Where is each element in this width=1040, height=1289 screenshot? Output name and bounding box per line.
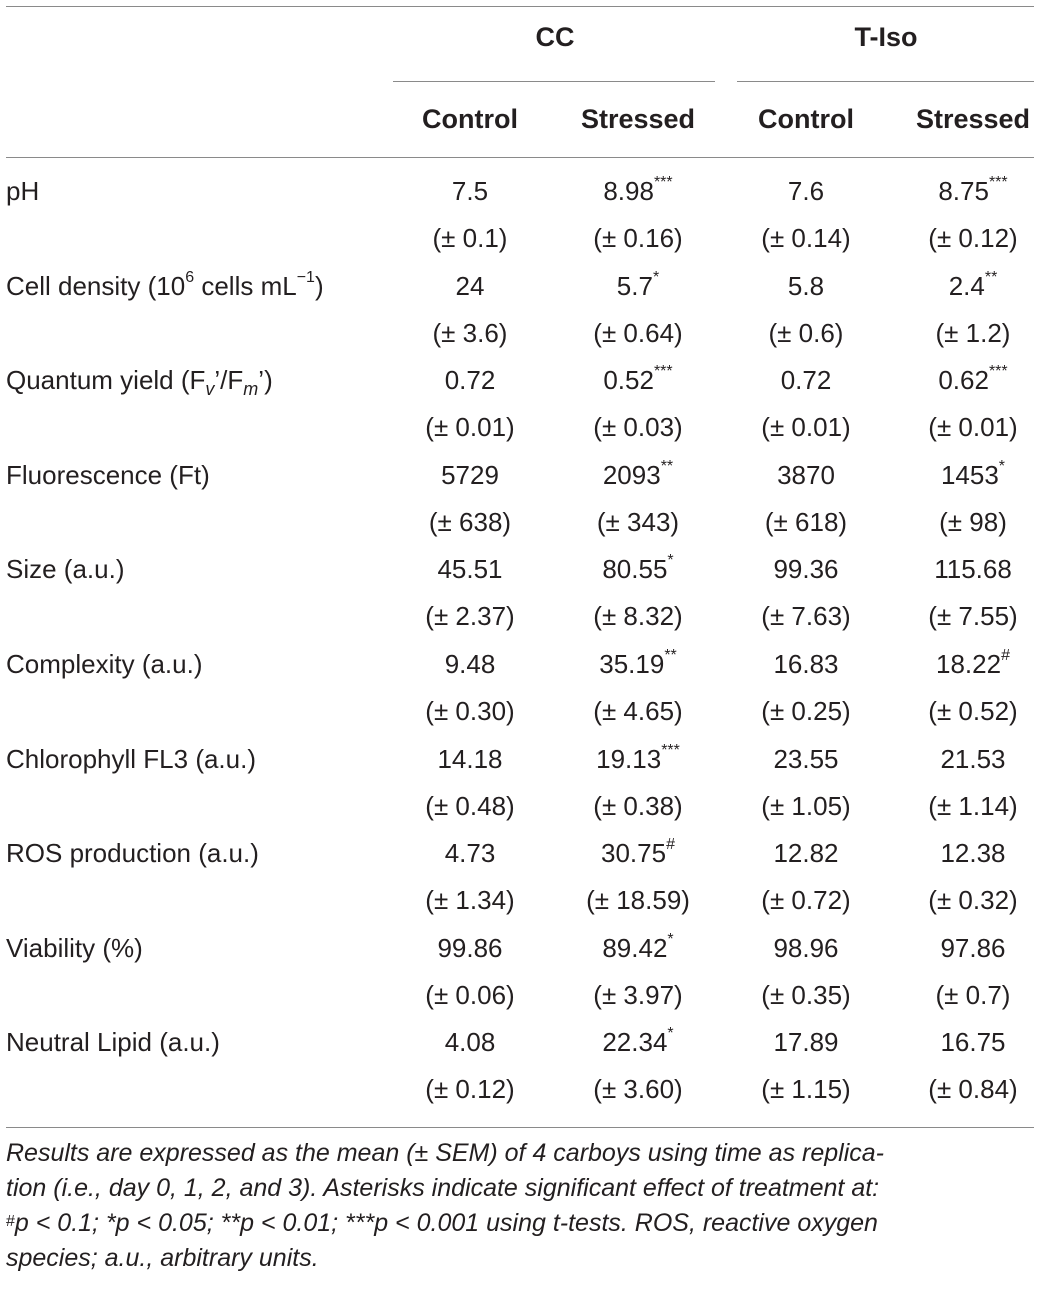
sem-cell: (± 1.34) [425, 885, 515, 916]
table-row [0, 1017, 1040, 1111]
sem-cell: (± 343) [596, 506, 680, 537]
subheader-cc-control: Control [422, 104, 518, 134]
subheader-tiso-control: Control [758, 104, 854, 134]
mean-cell: 24 [455, 270, 485, 301]
table-row [0, 734, 1040, 828]
mean-cell: 0.72 [780, 365, 832, 396]
sem-cell: (± 1.14) [928, 790, 1018, 821]
mean-cell: 5729 [441, 459, 499, 490]
significance-mark: *** [653, 363, 673, 381]
mean-cell: 0.72 [444, 365, 496, 396]
mean-cell: 17.89 [773, 1027, 839, 1058]
footnote-line: tion (i.e., day 0, 1, 2, and 3). Asterisks indicate significant effect of treatment at: [6, 1174, 880, 1202]
sem-cell: (± 618) [764, 506, 848, 537]
significance-mark: * [652, 268, 660, 286]
group-header-tiso: T-Iso [854, 22, 918, 52]
sem-cell: (± 0.25) [761, 696, 851, 726]
sem-cell: (± 0.12) [425, 1074, 515, 1105]
sem-cell: (± 1.2) [935, 317, 1011, 348]
table-row [0, 828, 1040, 922]
sem-cell: (± 7.63) [761, 601, 851, 632]
mean-cell: 23.55 [773, 743, 839, 774]
footnote-hash-mark: # [6, 1213, 15, 1230]
significance-mark: *** [653, 174, 673, 191]
row-label: Neutral Lipid (a.u.) [6, 1027, 220, 1058]
header-rule [6, 157, 1034, 158]
sem-cell: (± 0.35) [761, 979, 851, 1010]
sem-cell: (± 0.01) [425, 412, 515, 443]
footnote-line: Results are expressed as the mean (± SEM) of 4 carboys using time as replica- [6, 1139, 884, 1167]
cc-group-rule [393, 81, 715, 82]
mean-cell: 21.53 [940, 743, 1006, 774]
mean-cell: 7.5 [451, 176, 489, 206]
table-row [0, 639, 1040, 733]
footnote-line: #p < 0.1; *p < 0.05; **p < 0.01; ***p < 0.001 using t-tests. ROS, reactive oxygen [6, 1209, 878, 1237]
sem-cell: (± 0.72) [761, 885, 851, 916]
sem-cell: (± 1.15) [761, 1074, 851, 1105]
row-label: pH [6, 176, 40, 206]
mean-cell: 99.86 [437, 932, 503, 963]
bottom-rule [6, 1127, 1034, 1128]
mean-cell: 8.98*** [603, 174, 673, 206]
mean-cell: 16.75 [940, 1027, 1006, 1058]
row-label: Quantum yield $(F_v’/F_m’)$ [6, 365, 273, 400]
table-row [0, 166, 1040, 260]
sem-cell: (± 0.1) [432, 223, 508, 253]
row-label: Cell density ($10^6$ cells $mL^{-1}$) [6, 268, 324, 301]
mean-cell: 0.62*** [938, 363, 1008, 396]
mean-cell: 45.51 [437, 554, 503, 585]
sem-cell: (± 0.38) [593, 790, 683, 821]
sem-cell: (± 0.06) [425, 979, 515, 1010]
table-row [0, 923, 1040, 1017]
mean-cell: 4.73 [444, 838, 496, 869]
sem-cell: (± 1.05) [761, 790, 851, 821]
mean-cell: 9.48 [444, 649, 496, 679]
subheader-cc-stressed: Stressed [580, 104, 696, 134]
mean-cell: 22.34* [602, 1025, 674, 1058]
sem-cell: (± 2.37) [425, 601, 515, 632]
sem-cell: (± 638) [428, 506, 512, 537]
row-label: Viability (%) [6, 932, 143, 963]
mean-cell: 115.68 [934, 554, 1012, 585]
significance-mark: * [667, 930, 674, 948]
sem-cell: (± 0.01) [928, 412, 1018, 443]
sem-cell: (± 0.84) [928, 1074, 1018, 1105]
sem-cell: (± 18.59) [586, 885, 690, 916]
significance-mark: # [1001, 647, 1010, 664]
mean-cell: 2093** [602, 457, 674, 490]
mean-cell: 1453* [940, 457, 1006, 490]
table-row [0, 355, 1040, 449]
mean-cell: 12.38 [940, 838, 1006, 869]
sem-cell: (± 0.64) [593, 317, 683, 348]
mean-cell: 5.7* [616, 268, 660, 301]
table-footnote [6, 1136, 1034, 1276]
sem-cell: (± 98) [939, 506, 1007, 537]
sem-cell: (± 0.7) [935, 979, 1011, 1010]
sem-cell: (± 8.32) [593, 601, 683, 632]
sem-cell: (± 0.48) [425, 790, 515, 821]
row-label: Chlorophyll FL3 (a.u.) [6, 743, 256, 774]
significance-mark: * [667, 1025, 674, 1043]
sem-cell: (± 0.01) [761, 412, 851, 443]
mean-cell: 8.75*** [938, 174, 1008, 206]
table-row [0, 544, 1040, 638]
significance-mark: * [667, 552, 674, 570]
row-label: Complexity (a.u.) [6, 649, 203, 679]
table-row [0, 261, 1040, 355]
sem-cell: (± 0.12) [928, 223, 1018, 253]
mean-cell: 89.42* [602, 930, 674, 963]
mean-cell: 7.6 [787, 176, 825, 206]
significance-mark: ** [660, 457, 674, 475]
mean-cell: 3870 [777, 459, 835, 490]
sem-cell: (± 0.52) [928, 696, 1018, 726]
sem-cell: (± 4.65) [593, 696, 683, 726]
sem-cell: (± 0.30) [425, 696, 515, 726]
mean-cell: 19.13*** [596, 741, 680, 774]
mean-cell: 98.96 [773, 932, 839, 963]
row-label: Size (a.u.) [6, 554, 125, 585]
sem-cell: (± 0.14) [761, 223, 851, 253]
sem-cell: (± 3.60) [593, 1074, 683, 1105]
significance-mark: *** [988, 363, 1008, 381]
mean-cell: 18.22# [936, 647, 1010, 679]
significance-mark: # [666, 836, 675, 854]
table-row [0, 450, 1040, 544]
mean-cell: 14.18 [437, 743, 503, 774]
significance-mark: *** [988, 174, 1008, 191]
top-rule [6, 6, 1034, 7]
sem-cell: (± 0.32) [928, 885, 1018, 916]
mean-cell: 99.36 [773, 554, 839, 585]
row-label: Fluorescence (Ft) [6, 459, 210, 490]
sem-cell: (± 7.55) [928, 601, 1018, 632]
group-header-cc: CC [535, 22, 575, 52]
row-label: ROS production (a.u.) [6, 838, 259, 869]
mean-cell: 2.4** [948, 268, 998, 301]
sem-cell: (± 0.16) [593, 223, 683, 253]
significance-mark: *** [661, 741, 680, 759]
mean-cell: 4.08 [444, 1027, 496, 1058]
mean-cell: 5.8 [787, 270, 825, 301]
mean-cell: 0.52*** [603, 363, 673, 396]
subheader-tiso-stressed: Stressed [915, 104, 1031, 134]
sem-cell: (± 3.6) [432, 317, 508, 348]
significance-mark: ** [664, 647, 677, 664]
mean-cell: 35.19** [599, 647, 677, 679]
significance-mark: ** [984, 268, 998, 286]
tiso-group-rule [737, 81, 1034, 82]
sem-cell: (± 0.03) [593, 412, 683, 443]
footnote-line: species; a.u., arbitrary units. [6, 1244, 319, 1272]
mean-cell: 30.75# [601, 836, 675, 869]
significance-mark: * [998, 457, 1006, 475]
mean-cell: 12.82 [773, 838, 839, 869]
mean-cell: 16.83 [773, 649, 839, 679]
sem-cell: (± 3.97) [593, 979, 683, 1010]
sem-cell: (± 0.6) [768, 317, 844, 348]
mean-cell: 80.55* [602, 552, 674, 585]
mean-cell: 97.86 [940, 932, 1006, 963]
